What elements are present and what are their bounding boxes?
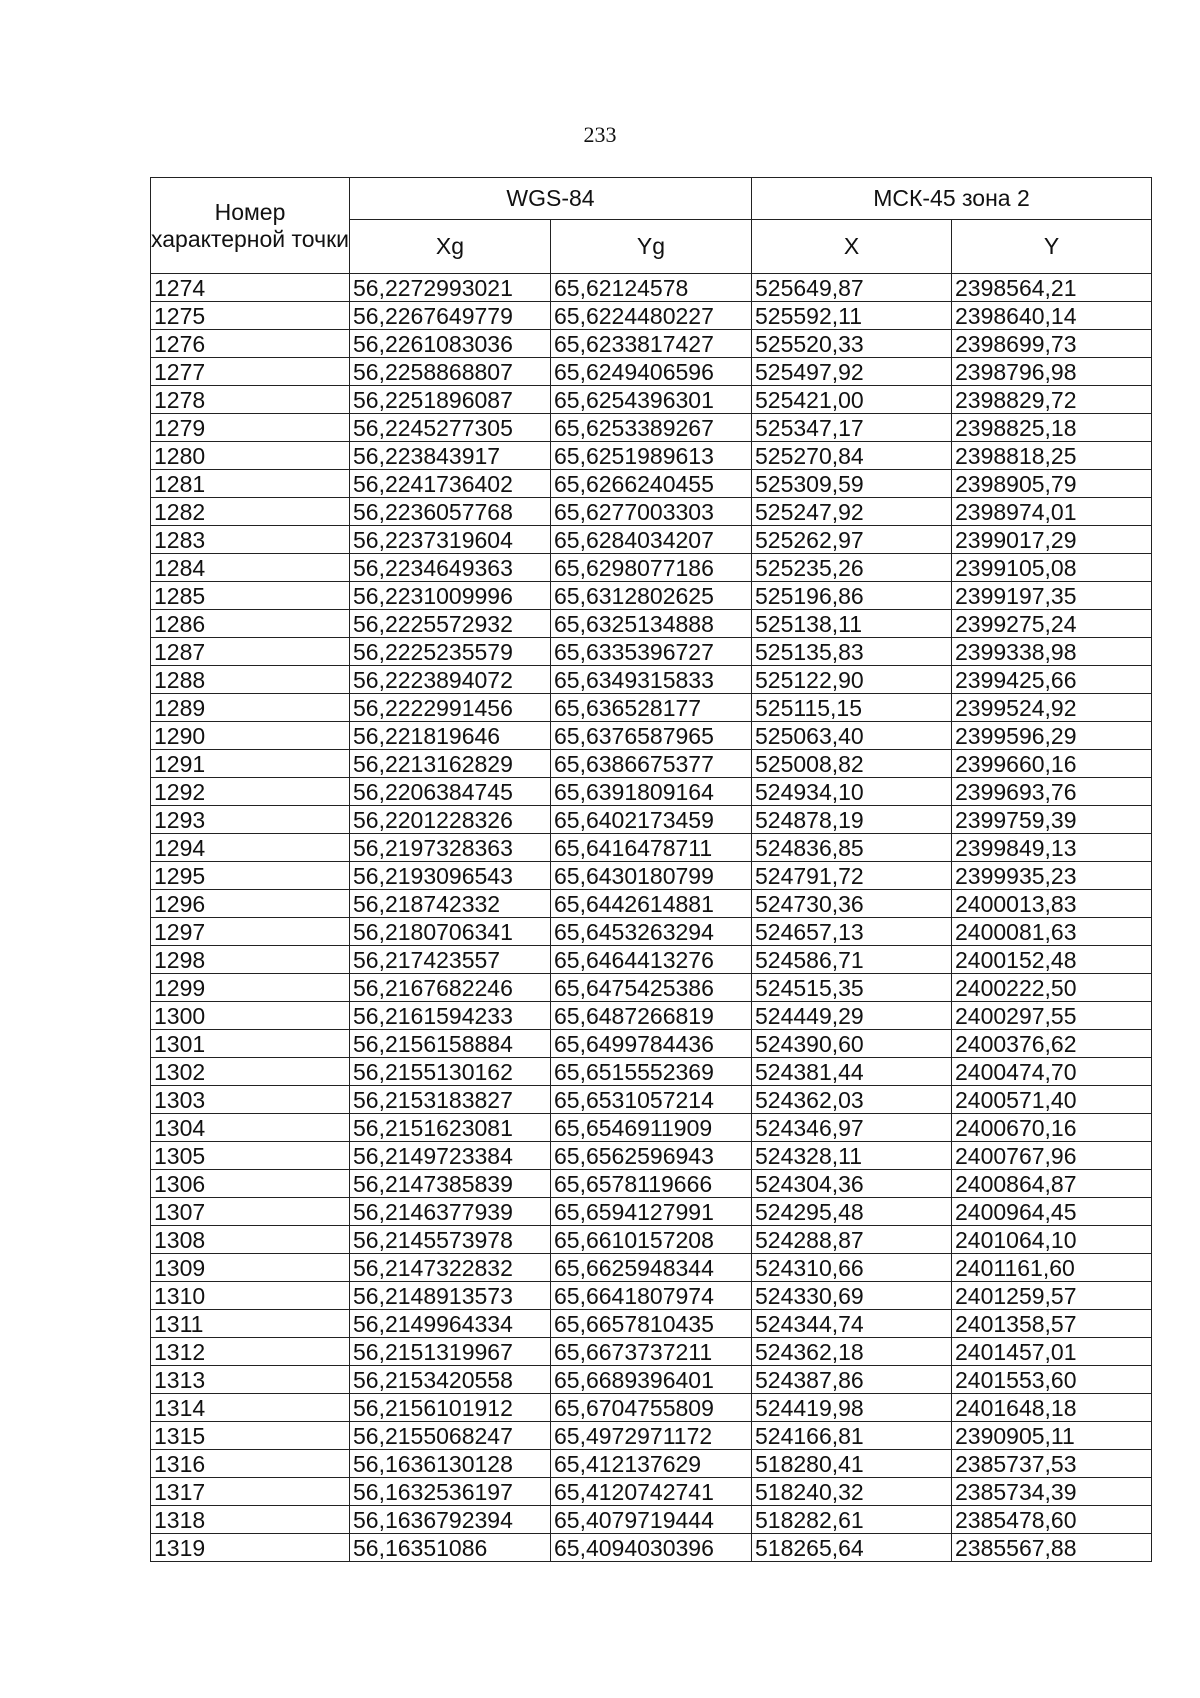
cell-y: 2401457,01 xyxy=(952,1338,1152,1366)
cell-xg: 56,2149964334 xyxy=(350,1310,551,1338)
cell-x: 524449,29 xyxy=(752,1002,952,1030)
table-row xyxy=(151,1086,1152,1114)
table-row xyxy=(151,274,1152,302)
cell-point-number: 1304 xyxy=(151,1114,350,1142)
cell-yg: 65,6233817427 xyxy=(551,330,752,358)
cell-xg: 56,1636130128 xyxy=(350,1450,551,1478)
cell-xg: 56,2155130162 xyxy=(350,1058,551,1086)
table-row xyxy=(151,1534,1152,1562)
table-row xyxy=(151,330,1152,358)
cell-yg: 65,4972971172 xyxy=(551,1422,752,1450)
cell-x: 525347,17 xyxy=(752,414,952,442)
cell-yg: 65,6515552369 xyxy=(551,1058,752,1086)
cell-point-number: 1311 xyxy=(151,1310,350,1338)
cell-xg: 56,2145573978 xyxy=(350,1226,551,1254)
cell-y: 2385737,53 xyxy=(952,1450,1152,1478)
cell-y: 2399759,39 xyxy=(952,806,1152,834)
cell-point-number: 1315 xyxy=(151,1422,350,1450)
cell-yg: 65,6499784436 xyxy=(551,1030,752,1058)
table-row xyxy=(151,1002,1152,1030)
header-xg: Xg xyxy=(350,220,551,274)
cell-x: 524288,87 xyxy=(752,1226,952,1254)
cell-xg: 56,16351086 xyxy=(350,1534,551,1562)
table-row xyxy=(151,1366,1152,1394)
cell-yg: 65,6562596943 xyxy=(551,1142,752,1170)
cell-xg: 56,2241736402 xyxy=(350,470,551,498)
cell-yg: 65,6442614881 xyxy=(551,890,752,918)
cell-point-number: 1288 xyxy=(151,666,350,694)
cell-x: 525063,40 xyxy=(752,722,952,750)
cell-xg: 56,1636792394 xyxy=(350,1506,551,1534)
cell-xg: 56,2222991456 xyxy=(350,694,551,722)
cell-yg: 65,412137629 xyxy=(551,1450,752,1478)
cell-point-number: 1307 xyxy=(151,1198,350,1226)
cell-xg: 56,2151319967 xyxy=(350,1338,551,1366)
cell-yg: 65,6312802625 xyxy=(551,582,752,610)
table-row xyxy=(151,1338,1152,1366)
cell-point-number: 1279 xyxy=(151,414,350,442)
coordinates-table xyxy=(150,177,1152,1562)
cell-xg: 56,218742332 xyxy=(350,890,551,918)
cell-point-number: 1319 xyxy=(151,1534,350,1562)
cell-point-number: 1303 xyxy=(151,1086,350,1114)
cell-xg: 56,2180706341 xyxy=(350,918,551,946)
cell-y: 2399197,35 xyxy=(952,582,1152,610)
table-row xyxy=(151,1506,1152,1534)
cell-xg: 56,2147322832 xyxy=(350,1254,551,1282)
table-row xyxy=(151,498,1152,526)
header-msk45: МСК-45 зона 2 xyxy=(752,178,1152,220)
cell-x: 524304,36 xyxy=(752,1170,952,1198)
table-row xyxy=(151,1030,1152,1058)
table-row xyxy=(151,1114,1152,1142)
cell-x: 524166,81 xyxy=(752,1422,952,1450)
table-row xyxy=(151,1226,1152,1254)
cell-xg: 56,2225572932 xyxy=(350,610,551,638)
cell-x: 518240,32 xyxy=(752,1478,952,1506)
cell-xg: 56,2167682246 xyxy=(350,974,551,1002)
cell-xg: 56,2153420558 xyxy=(350,1366,551,1394)
cell-point-number: 1283 xyxy=(151,526,350,554)
table-body xyxy=(151,274,1152,1562)
cell-x: 525270,84 xyxy=(752,442,952,470)
header-y: Y xyxy=(952,220,1152,274)
cell-y: 2400297,55 xyxy=(952,1002,1152,1030)
cell-xg: 56,2156158884 xyxy=(350,1030,551,1058)
cell-xg: 56,2201228326 xyxy=(350,806,551,834)
table-row xyxy=(151,1478,1152,1506)
cell-y: 2401358,57 xyxy=(952,1310,1152,1338)
cell-yg: 65,6249406596 xyxy=(551,358,752,386)
cell-y: 2398974,01 xyxy=(952,498,1152,526)
table-row xyxy=(151,526,1152,554)
cell-point-number: 1278 xyxy=(151,386,350,414)
cell-x: 525262,97 xyxy=(752,526,952,554)
cell-y: 2400864,87 xyxy=(952,1170,1152,1198)
cell-x: 524730,36 xyxy=(752,890,952,918)
cell-yg: 65,6610157208 xyxy=(551,1226,752,1254)
cell-yg: 65,6578119666 xyxy=(551,1170,752,1198)
cell-yg: 65,6266240455 xyxy=(551,470,752,498)
cell-xg: 56,2234649363 xyxy=(350,554,551,582)
cell-xg: 56,2231009996 xyxy=(350,582,551,610)
cell-y: 2400964,45 xyxy=(952,1198,1152,1226)
table-row xyxy=(151,666,1152,694)
page-number: 233 xyxy=(583,122,617,147)
cell-y: 2401553,60 xyxy=(952,1366,1152,1394)
cell-point-number: 1284 xyxy=(151,554,350,582)
table-row xyxy=(151,1142,1152,1170)
cell-y: 2399338,98 xyxy=(952,638,1152,666)
cell-y: 2400670,16 xyxy=(952,1114,1152,1142)
cell-x: 518265,64 xyxy=(752,1534,952,1562)
cell-y: 2385567,88 xyxy=(952,1534,1152,1562)
cell-x: 524310,66 xyxy=(752,1254,952,1282)
cell-x: 525247,92 xyxy=(752,498,952,526)
cell-x: 524934,10 xyxy=(752,778,952,806)
cell-x: 524791,72 xyxy=(752,862,952,890)
cell-y: 2398699,73 xyxy=(952,330,1152,358)
cell-x: 524346,97 xyxy=(752,1114,952,1142)
cell-xg: 56,2155068247 xyxy=(350,1422,551,1450)
cell-x: 525309,59 xyxy=(752,470,952,498)
cell-y: 2385478,60 xyxy=(952,1506,1152,1534)
cell-point-number: 1314 xyxy=(151,1394,350,1422)
cell-x: 525122,90 xyxy=(752,666,952,694)
cell-y: 2399425,66 xyxy=(952,666,1152,694)
cell-point-number: 1309 xyxy=(151,1254,350,1282)
table-row xyxy=(151,1282,1152,1310)
cell-yg: 65,6253389267 xyxy=(551,414,752,442)
cell-xg: 56,1632536197 xyxy=(350,1478,551,1506)
table-row xyxy=(151,638,1152,666)
cell-x: 525196,86 xyxy=(752,582,952,610)
cell-x: 525592,11 xyxy=(752,302,952,330)
table-row xyxy=(151,722,1152,750)
cell-yg: 65,6487266819 xyxy=(551,1002,752,1030)
table-row xyxy=(151,610,1152,638)
cell-x: 525135,83 xyxy=(752,638,952,666)
table-row xyxy=(151,302,1152,330)
cell-y: 2400474,70 xyxy=(952,1058,1152,1086)
cell-point-number: 1285 xyxy=(151,582,350,610)
cell-y: 2398829,72 xyxy=(952,386,1152,414)
cell-point-number: 1313 xyxy=(151,1366,350,1394)
cell-yg: 65,6254396301 xyxy=(551,386,752,414)
table-row xyxy=(151,582,1152,610)
table-row xyxy=(151,694,1152,722)
cell-y: 2401648,18 xyxy=(952,1394,1152,1422)
cell-xg: 56,2261083036 xyxy=(350,330,551,358)
cell-x: 524362,03 xyxy=(752,1086,952,1114)
table-row xyxy=(151,974,1152,1002)
cell-yg: 65,6689396401 xyxy=(551,1366,752,1394)
cell-x: 524328,11 xyxy=(752,1142,952,1170)
table-row xyxy=(151,1170,1152,1198)
cell-y: 2399693,76 xyxy=(952,778,1152,806)
cell-xg: 56,2193096543 xyxy=(350,862,551,890)
cell-point-number: 1301 xyxy=(151,1030,350,1058)
header-yg: Yg xyxy=(551,220,752,274)
table-row xyxy=(151,1422,1152,1450)
cell-yg: 65,6464413276 xyxy=(551,946,752,974)
cell-yg: 65,6277003303 xyxy=(551,498,752,526)
cell-x: 524657,13 xyxy=(752,918,952,946)
cell-xg: 56,2223894072 xyxy=(350,666,551,694)
table-row xyxy=(151,890,1152,918)
cell-xg: 56,2237319604 xyxy=(350,526,551,554)
cell-point-number: 1306 xyxy=(151,1170,350,1198)
table-row xyxy=(151,1198,1152,1226)
table-row xyxy=(151,414,1152,442)
cell-y: 2400376,62 xyxy=(952,1030,1152,1058)
table-row xyxy=(151,778,1152,806)
cell-xg: 56,2197328363 xyxy=(350,834,551,862)
cell-y: 2398796,98 xyxy=(952,358,1152,386)
cell-x: 525649,87 xyxy=(752,274,952,302)
cell-yg: 65,62124578 xyxy=(551,274,752,302)
cell-xg: 56,2146377939 xyxy=(350,1198,551,1226)
cell-point-number: 1290 xyxy=(151,722,350,750)
cell-point-number: 1280 xyxy=(151,442,350,470)
cell-xg: 56,2149723384 xyxy=(350,1142,551,1170)
cell-x: 525421,00 xyxy=(752,386,952,414)
cell-xg: 56,2156101912 xyxy=(350,1394,551,1422)
header-wgs84: WGS-84 xyxy=(350,178,752,220)
table-row xyxy=(151,1394,1152,1422)
cell-x: 525497,92 xyxy=(752,358,952,386)
cell-y: 2399660,16 xyxy=(952,750,1152,778)
cell-xg: 56,223843917 xyxy=(350,442,551,470)
cell-y: 2399105,08 xyxy=(952,554,1152,582)
cell-point-number: 1291 xyxy=(151,750,350,778)
cell-y: 2385734,39 xyxy=(952,1478,1152,1506)
cell-x: 524344,74 xyxy=(752,1310,952,1338)
cell-yg: 65,6531057214 xyxy=(551,1086,752,1114)
table-row xyxy=(151,1310,1152,1338)
cell-y: 2400571,40 xyxy=(952,1086,1152,1114)
cell-x: 518282,61 xyxy=(752,1506,952,1534)
cell-x: 524330,69 xyxy=(752,1282,952,1310)
cell-x: 524295,48 xyxy=(752,1198,952,1226)
cell-yg: 65,6625948344 xyxy=(551,1254,752,1282)
cell-x: 525138,11 xyxy=(752,610,952,638)
cell-xg: 56,2245277305 xyxy=(350,414,551,442)
cell-yg: 65,6416478711 xyxy=(551,834,752,862)
cell-point-number: 1274 xyxy=(151,274,350,302)
cell-xg: 56,2206384745 xyxy=(350,778,551,806)
cell-xg: 56,2272993021 xyxy=(350,274,551,302)
cell-point-number: 1317 xyxy=(151,1478,350,1506)
cell-point-number: 1312 xyxy=(151,1338,350,1366)
cell-yg: 65,6453263294 xyxy=(551,918,752,946)
header-point-number: Номер характерной точки xyxy=(151,178,350,274)
table-row xyxy=(151,1450,1152,1478)
table-row xyxy=(151,750,1152,778)
cell-xg: 56,2251896087 xyxy=(350,386,551,414)
cell-y: 2399935,23 xyxy=(952,862,1152,890)
cell-y: 2398905,79 xyxy=(952,470,1152,498)
cell-point-number: 1276 xyxy=(151,330,350,358)
cell-yg: 65,6673737211 xyxy=(551,1338,752,1366)
table-row xyxy=(151,806,1152,834)
cell-yg: 65,6335396727 xyxy=(551,638,752,666)
cell-yg: 65,6224480227 xyxy=(551,302,752,330)
cell-yg: 65,6376587965 xyxy=(551,722,752,750)
cell-point-number: 1277 xyxy=(151,358,350,386)
cell-xg: 56,2267649779 xyxy=(350,302,551,330)
cell-y: 2401161,60 xyxy=(952,1254,1152,1282)
cell-yg: 65,6298077186 xyxy=(551,554,752,582)
cell-point-number: 1297 xyxy=(151,918,350,946)
cell-point-number: 1296 xyxy=(151,890,350,918)
cell-xg: 56,2153183827 xyxy=(350,1086,551,1114)
cell-xg: 56,2258868807 xyxy=(350,358,551,386)
cell-y: 2400152,48 xyxy=(952,946,1152,974)
cell-yg: 65,4120742741 xyxy=(551,1478,752,1506)
cell-y: 2400222,50 xyxy=(952,974,1152,1002)
cell-point-number: 1300 xyxy=(151,1002,350,1030)
table-row xyxy=(151,358,1152,386)
cell-y: 2398818,25 xyxy=(952,442,1152,470)
cell-point-number: 1286 xyxy=(151,610,350,638)
cell-y: 2398825,18 xyxy=(952,414,1152,442)
cell-y: 2400013,83 xyxy=(952,890,1152,918)
table-row xyxy=(151,470,1152,498)
cell-point-number: 1310 xyxy=(151,1282,350,1310)
table-row xyxy=(151,834,1152,862)
cell-yg: 65,6704755809 xyxy=(551,1394,752,1422)
cell-yg: 65,6284034207 xyxy=(551,526,752,554)
cell-y: 2399596,29 xyxy=(952,722,1152,750)
cell-yg: 65,4079719444 xyxy=(551,1506,752,1534)
cell-point-number: 1308 xyxy=(151,1226,350,1254)
table-row xyxy=(151,386,1152,414)
table-row xyxy=(151,946,1152,974)
cell-point-number: 1281 xyxy=(151,470,350,498)
cell-yg: 65,6475425386 xyxy=(551,974,752,1002)
cell-y: 2398564,21 xyxy=(952,274,1152,302)
cell-xg: 56,221819646 xyxy=(350,722,551,750)
cell-y: 2399849,13 xyxy=(952,834,1152,862)
cell-x: 525008,82 xyxy=(752,750,952,778)
cell-y: 2401259,57 xyxy=(952,1282,1152,1310)
cell-point-number: 1294 xyxy=(151,834,350,862)
cell-xg: 56,2213162829 xyxy=(350,750,551,778)
cell-point-number: 1305 xyxy=(151,1142,350,1170)
cell-point-number: 1292 xyxy=(151,778,350,806)
cell-x: 524381,44 xyxy=(752,1058,952,1086)
cell-point-number: 1282 xyxy=(151,498,350,526)
table-header xyxy=(151,178,1152,274)
cell-y: 2399275,24 xyxy=(952,610,1152,638)
cell-xg: 56,2236057768 xyxy=(350,498,551,526)
table-row xyxy=(151,1058,1152,1086)
cell-y: 2399524,92 xyxy=(952,694,1152,722)
cell-point-number: 1299 xyxy=(151,974,350,1002)
cell-point-number: 1275 xyxy=(151,302,350,330)
cell-x: 525235,26 xyxy=(752,554,952,582)
cell-point-number: 1289 xyxy=(151,694,350,722)
cell-y: 2400081,63 xyxy=(952,918,1152,946)
cell-xg: 56,2148913573 xyxy=(350,1282,551,1310)
cell-x: 518280,41 xyxy=(752,1450,952,1478)
cell-x: 524878,19 xyxy=(752,806,952,834)
cell-point-number: 1298 xyxy=(151,946,350,974)
cell-xg: 56,2161594233 xyxy=(350,1002,551,1030)
cell-point-number: 1302 xyxy=(151,1058,350,1086)
cell-point-number: 1318 xyxy=(151,1506,350,1534)
cell-yg: 65,6546911909 xyxy=(551,1114,752,1142)
cell-yg: 65,6402173459 xyxy=(551,806,752,834)
cell-yg: 65,6386675377 xyxy=(551,750,752,778)
cell-point-number: 1295 xyxy=(151,862,350,890)
table-row xyxy=(151,918,1152,946)
cell-xg: 56,2151623081 xyxy=(350,1114,551,1142)
cell-yg: 65,6430180799 xyxy=(551,862,752,890)
cell-x: 525115,15 xyxy=(752,694,952,722)
cell-yg: 65,6391809164 xyxy=(551,778,752,806)
cell-y: 2398640,14 xyxy=(952,302,1152,330)
cell-y: 2400767,96 xyxy=(952,1142,1152,1170)
cell-y: 2399017,29 xyxy=(952,526,1152,554)
cell-x: 525520,33 xyxy=(752,330,952,358)
cell-point-number: 1316 xyxy=(151,1450,350,1478)
cell-yg: 65,6325134888 xyxy=(551,610,752,638)
cell-xg: 56,217423557 xyxy=(350,946,551,974)
cell-x: 524836,85 xyxy=(752,834,952,862)
cell-yg: 65,6594127991 xyxy=(551,1198,752,1226)
cell-yg: 65,6349315833 xyxy=(551,666,752,694)
table-row xyxy=(151,862,1152,890)
table-row xyxy=(151,1254,1152,1282)
cell-xg: 56,2225235579 xyxy=(350,638,551,666)
cell-point-number: 1287 xyxy=(151,638,350,666)
cell-x: 524586,71 xyxy=(752,946,952,974)
cell-yg: 65,636528177 xyxy=(551,694,752,722)
cell-y: 2390905,11 xyxy=(952,1422,1152,1450)
cell-x: 524390,60 xyxy=(752,1030,952,1058)
cell-xg: 56,2147385839 xyxy=(350,1170,551,1198)
cell-yg: 65,4094030396 xyxy=(551,1534,752,1562)
table-row xyxy=(151,442,1152,470)
table-row xyxy=(151,554,1152,582)
cell-x: 524515,35 xyxy=(752,974,952,1002)
cell-point-number: 1293 xyxy=(151,806,350,834)
cell-y: 2401064,10 xyxy=(952,1226,1152,1254)
cell-x: 524387,86 xyxy=(752,1366,952,1394)
cell-x: 524362,18 xyxy=(752,1338,952,1366)
cell-yg: 65,6641807974 xyxy=(551,1282,752,1310)
cell-yg: 65,6657810435 xyxy=(551,1310,752,1338)
header-x: X xyxy=(752,220,952,274)
cell-yg: 65,6251989613 xyxy=(551,442,752,470)
cell-x: 524419,98 xyxy=(752,1394,952,1422)
